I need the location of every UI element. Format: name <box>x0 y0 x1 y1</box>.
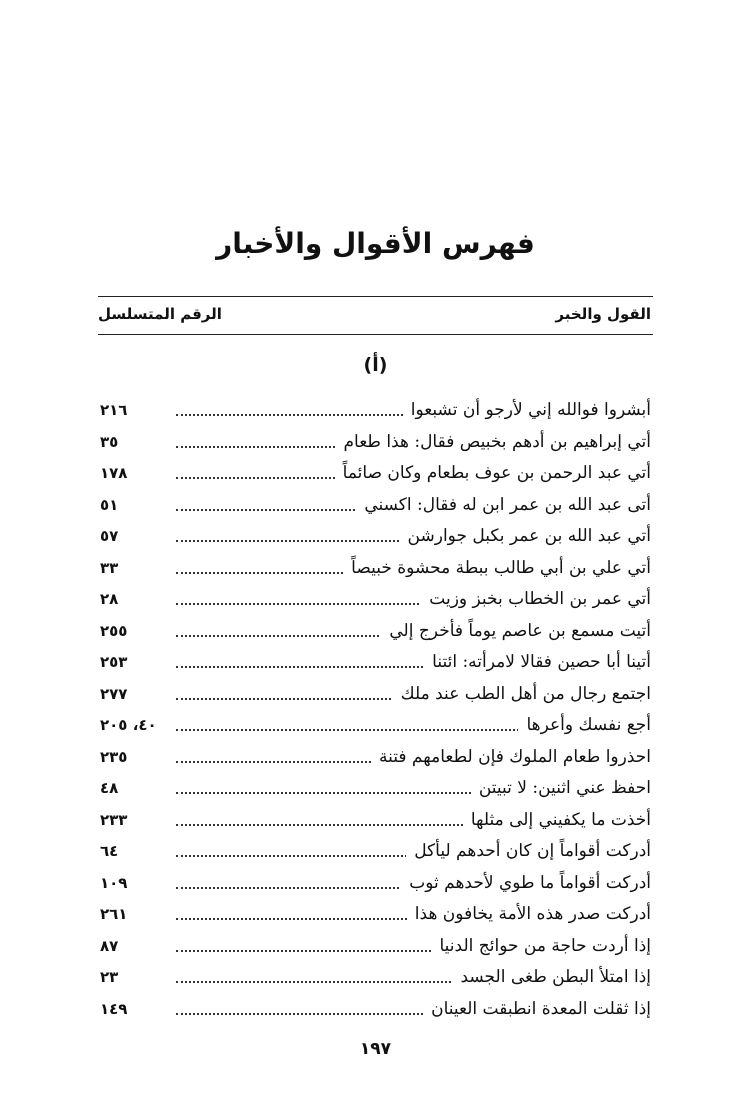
entry-text: أخذت ما يكفيني إلى مثلها <box>463 805 651 837</box>
index-entry <box>98 742 653 774</box>
entry-number: ٣٣ <box>100 558 119 577</box>
index-entry <box>98 931 653 963</box>
entry-number: ٤٨ <box>100 779 119 797</box>
entry-number: ٢٣ <box>100 968 119 986</box>
entry-number: ٢١٦ <box>100 401 128 419</box>
entry-number: ٢٣٥ <box>100 747 128 766</box>
index-entry <box>98 805 653 837</box>
entry-text: إذا أردت حاجة من حوائج الدنيا <box>432 931 652 963</box>
entry-number: ٥٧ <box>100 527 119 545</box>
entry-text: أدركت أقواماً ما طوي لأحدهم ثوب <box>401 868 651 900</box>
entry-number: ٨٧ <box>100 936 119 955</box>
header-bottom-rule <box>98 334 653 335</box>
index-entry <box>98 616 653 648</box>
index-entry <box>98 962 653 994</box>
entry-text: أتيت مسمع بن عاصم يوماً فأخرج إلي <box>381 616 651 648</box>
page-number: ١٩٧ <box>359 1039 392 1059</box>
entry-number: ١٤٩ <box>100 999 128 1018</box>
entry-text: أجع نفسك وأعرها <box>518 710 651 742</box>
entry-text: أتى عبد الله بن عمر ابن له فقال: اكسني <box>356 490 651 522</box>
entry-number: ٦٤ <box>100 842 119 860</box>
entry-text: أتي عبد الرحمن بن عوف بطعام وكان صائماً <box>335 458 651 490</box>
index-entry <box>98 773 653 805</box>
index-entry <box>98 521 653 553</box>
entry-number: ٢٥٣ <box>100 653 128 671</box>
index-entry <box>98 427 653 459</box>
entry-text: اجتمع رجال من أهل الطب عند ملك <box>393 679 651 711</box>
entry-number: ٢٦١ <box>100 905 128 923</box>
header-top-rule <box>98 296 653 297</box>
entry-text: احفظ عني اثنين: لا تبيتن <box>471 773 651 805</box>
index-entry <box>98 868 653 900</box>
entry-number: ٢٥٥ <box>100 621 128 640</box>
entry-text: أتي عبد الله بن عمر بكبل جوارشن <box>400 521 651 553</box>
index-entry <box>98 994 653 1026</box>
index-entry <box>98 710 653 742</box>
index-entry <box>98 836 653 868</box>
entry-text: أبشروا فوالله إني لأرجو أن تشبعوا <box>403 395 651 427</box>
entry-number: ٢٧٧ <box>100 684 128 703</box>
index-entries-list <box>98 395 653 1025</box>
index-entry <box>98 395 653 427</box>
entry-text: احذروا طعام الملوك فإن لطعامهم فتنة <box>371 742 651 774</box>
entry-text: إذا ثقلت المعدة انطبقت العينان <box>423 994 651 1026</box>
entry-number: ٣٥ <box>100 432 119 451</box>
entry-text: أتي إبراهيم بن أدهم بخبيص فقال: هذا طعام <box>336 427 652 459</box>
entry-text: أتينا أبا حصين فقالا لامرأته: ائتنا <box>424 647 651 679</box>
index-entry <box>98 490 653 522</box>
index-entry <box>98 584 653 616</box>
column-header-statement: القول والخبر <box>555 305 651 323</box>
entry-number: ١٠٩ <box>100 873 128 892</box>
entry-text: أدركت أقواماً إن كان أحدهم ليأكل <box>406 836 651 868</box>
page-title: فهرس الأقوال والأخبار <box>216 227 535 260</box>
entry-number: ٢٣٣ <box>100 810 128 829</box>
entry-number: ٥١ <box>100 495 119 514</box>
entry-text: أدركت صدر هذه الأمة يخافون هذا <box>407 899 651 931</box>
entry-text: إذا امتلأ البطن طغى الجسد <box>452 962 651 994</box>
entry-number: ٤٠، ٢٠٥ <box>100 716 157 734</box>
index-entry <box>98 553 653 585</box>
entry-number: ١٧٨ <box>100 464 128 482</box>
index-entry <box>98 899 653 931</box>
index-entry <box>98 458 653 490</box>
index-entry <box>98 679 653 711</box>
entry-text: أتي علي بن أبي طالب ببطة محشوة خبيصاً <box>343 553 651 585</box>
entry-number: ٢٨ <box>100 590 119 608</box>
section-letter: (أ) <box>363 354 388 376</box>
column-header-serial-number: الرقم المتسلسل <box>98 305 222 323</box>
entry-text: أتي عمر بن الخطاب بخبز وزيت <box>421 584 651 616</box>
index-entry <box>98 647 653 679</box>
